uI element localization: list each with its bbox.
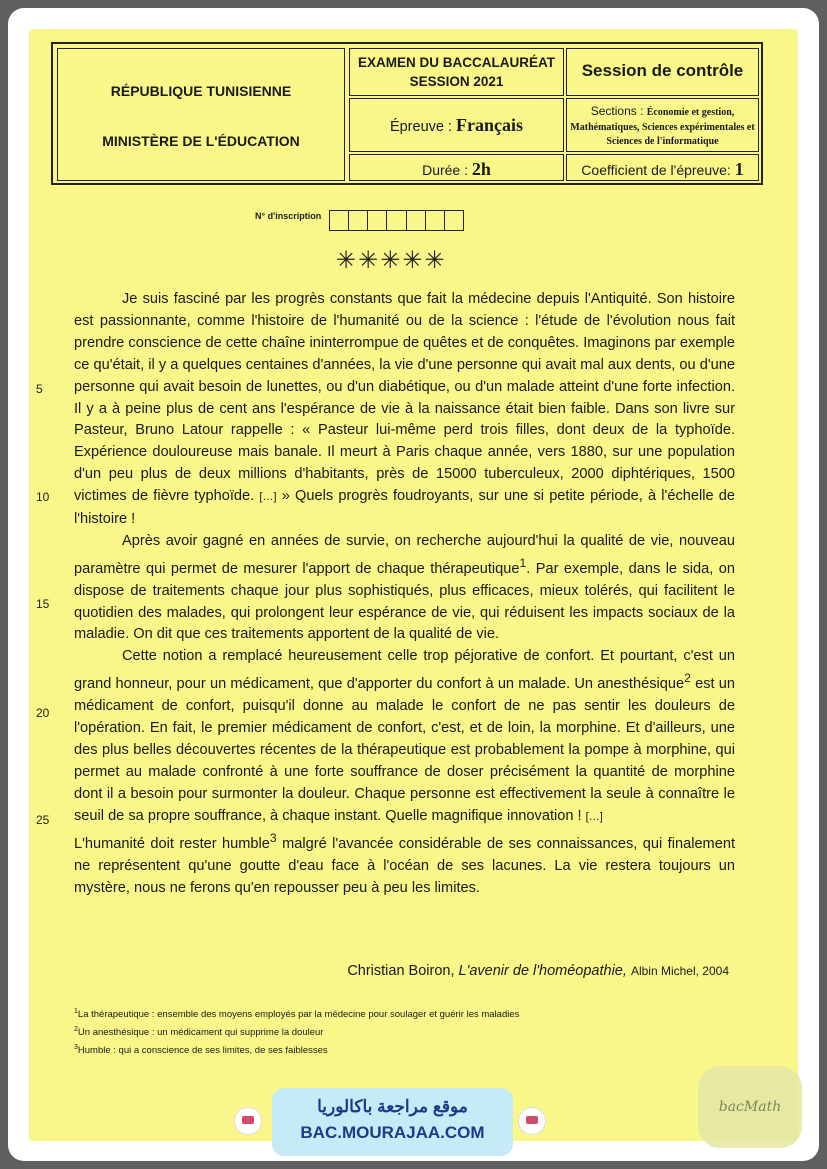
coefficient-value: 1 xyxy=(734,159,744,179)
paragraph-3: Cette notion a remplacé heureusement celle trop péjorative de confort. Et pourtant, c'est un grand honneur, pour un médicament, que d'apporter du confort à un malade. Un anesthésique$^2$ est un médicament de confort, puisqu'il donne au malade le confort de ne pas sentir les douleurs de l'opération. En fait, le premier médicament de confort, c'est, et de loin, la morphine. Et d'ailleurs, une des plus belles découvertes récentes de la thérapeutique est probablement la pompe à morphine, qui permet au malade confronté à une forte souffrance de doser précisément la quantité de morphine dont il a besoin pour surmonter la douleur. Chaque personne est effectivement la seule à connaître le seuil de sa propre souffrance, à chaque instant. Quelle magnifique innovation ! […] xyxy=(74,648,735,824)
exam-title-cell xyxy=(349,48,564,96)
coefficient-cell xyxy=(566,154,759,181)
institution-cell xyxy=(57,48,345,181)
inscription-label: N° d'inscription xyxy=(255,211,322,221)
exam-text xyxy=(74,289,735,900)
duree-label: Durée : xyxy=(422,162,468,178)
site-logo-icon xyxy=(234,1107,262,1135)
sections-cell xyxy=(566,98,759,152)
duree-cell xyxy=(349,154,564,181)
site-logo-icon xyxy=(518,1107,546,1135)
inscription-boxes[interactable] xyxy=(329,210,464,231)
banner-url-link[interactable]: BAC.MOURAJAA.COM xyxy=(300,1123,485,1142)
author-name: Christian Boiron, xyxy=(347,963,455,979)
epreuve-value: Français xyxy=(456,115,524,135)
paragraph-1: Je suis fasciné par les progrès constants que fait la médecine depuis l'Antiquité. Son histoire est passionnante, comme l'histoire de l'humanité ou de la science : l'étude de l'évolution nous fait prendre conscience de cette chaîne ininterrompue de quêtes et de conquêtes. Imaginons par exemple ce qu'était, il y a quelques centaines d'années, la vie d'une personne qui avait mal aux dents, ou d'une personne qui avait besoin de lunettes, ou d'un diabétique, ou d'un malade atteint d'une forte infection. Il y a à peine plus de cent ans l'espérance de vie à la naissance était bien faible. Dans son livre sur Pasteur, Bruno Latour rappelle : « Pasteur lui-même perd trois filles, dont deux de la typhoïde. Expérience douloureuse mais banale. Il meurt à Paris chaque année, vers 1880, sur une population d'un peu plus de deux millions d'habitants, près de 15000 tuberculeux, 2000 diphtériques, 1500 victimes de fièvre typhoïde. […] » Quels progrès foudroyants, sur une si petite période, à l'échelle de l'histoire ! xyxy=(74,291,735,528)
paragraph-2: Après avoir gagné en années de survie, on recherche aujourd'hui la qualité de vie, nouveau paramètre qui permet de mesurer l'apport de chaque thérapeutique$^1$. Par exemple, dans le sida, on dispose de traitements chaque jour plus sophistiqués, plus efficaces, mieux tolérés, qui facilitent le quotidien des malades, qui prolongent leur espérance de vie, qui réduisent les impacts sociaux de la maladie. On dit que ces traitements apportent de la qualité de vie. xyxy=(74,532,735,643)
session-type: Session de contrôle xyxy=(566,48,759,96)
footnote: $^1$La thérapeutique : ensemble des moyens employés par la médecine pour soulager et guérir les maladies xyxy=(74,1008,520,1021)
coefficient-label: Coefficient de l'épreuve: xyxy=(581,162,731,178)
sections-value-2: Mathématiques, Sciences expérimentales et xyxy=(570,121,755,133)
line-number: 25 xyxy=(36,813,50,827)
book-title: L'avenir de l'homéopathie, xyxy=(458,963,627,979)
exam-header-table xyxy=(51,42,763,185)
line-number: 15 xyxy=(36,597,50,611)
sections-label: Sections : xyxy=(590,104,644,118)
stars-divider: ✳✳✳✳✳ xyxy=(336,247,447,274)
footnote: $^3$Humble : qui a conscience de ses limites, de ses faiblesses xyxy=(74,1044,328,1057)
bacmath-watermark: bacMath xyxy=(698,1066,802,1148)
sections-value-1: Économie et gestion, xyxy=(646,107,735,118)
line-number: 20 xyxy=(36,706,50,720)
publisher: Albin Michel, 2004 xyxy=(630,964,729,978)
epreuve-label: Épreuve : xyxy=(389,119,453,135)
footnote: $^2$Un anesthésique : un médicament qui supprime la douleur xyxy=(74,1026,324,1039)
ministry-name: MINISTÈRE DE L'ÉDUCATION xyxy=(102,133,300,149)
site-banner[interactable] xyxy=(272,1088,513,1156)
line-number: 5 xyxy=(36,382,43,396)
source-citation xyxy=(347,963,729,979)
duree-value: 2h xyxy=(471,159,491,179)
country-name: RÉPUBLIQUE TUNISIENNE xyxy=(110,83,292,99)
footnotes xyxy=(74,1004,519,1058)
exam-session-year: SESSION 2021 xyxy=(409,74,504,89)
line-number: 10 xyxy=(36,490,50,504)
banner-arabic-title: موقع مراجعة باكالوريا xyxy=(317,1097,468,1116)
exam-title: EXAMEN DU BACCALAURÉAT xyxy=(358,55,555,70)
sections-value-3: Sciences de l'informatique xyxy=(606,136,719,147)
epreuve-cell xyxy=(349,98,564,152)
paragraph-4: L'humanité doit rester humble$^3$ malgré l'avancée considérable de ses connaissances, qui finalement ne représentent qu'une goutte d'eau face à l'océan de ses lacunes. La vie restera toujours un mystère, nous ne ferons qu'en repousser peu à peu les limites. xyxy=(74,831,736,897)
